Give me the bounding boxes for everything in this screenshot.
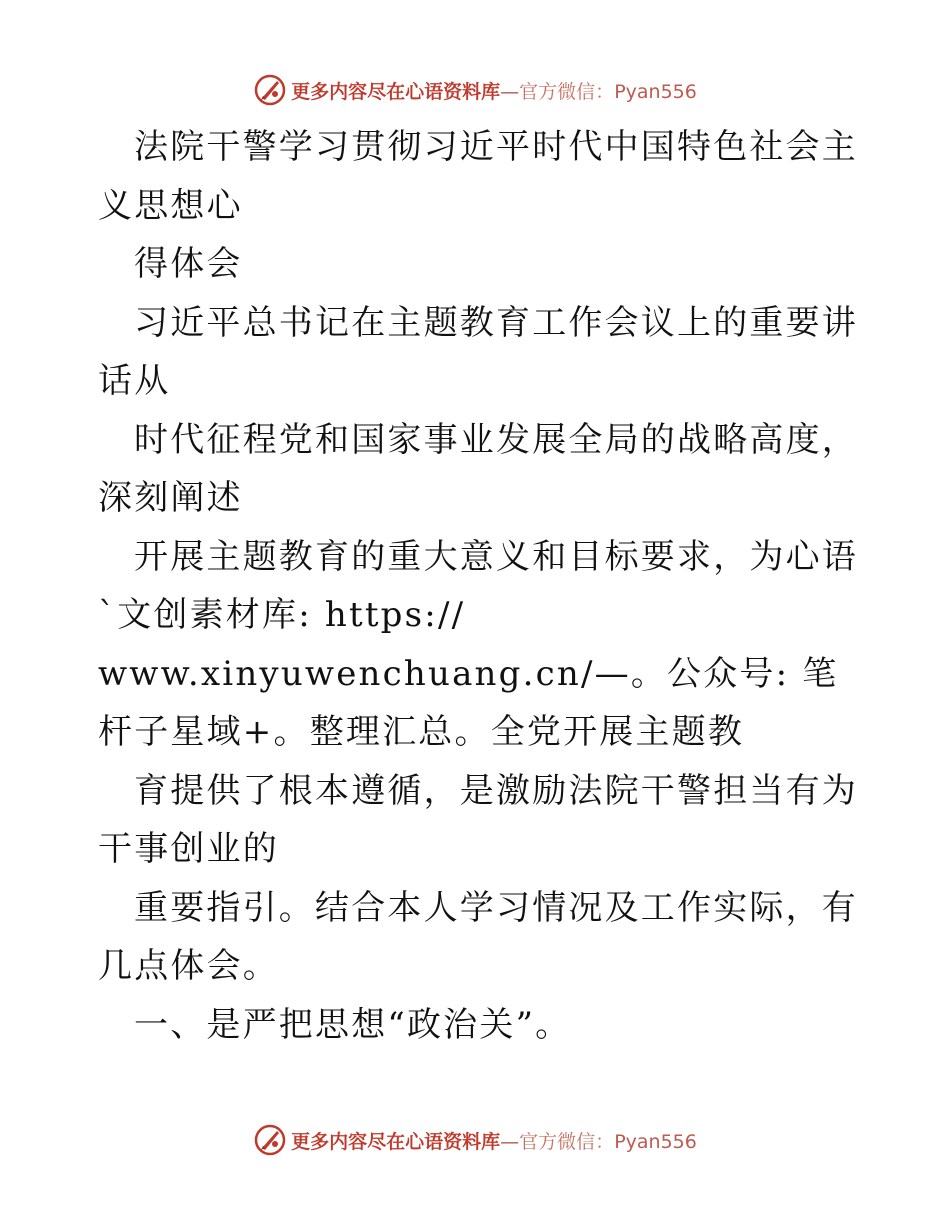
watermark-wechat-label: 官方微信： (519, 1130, 615, 1153)
paragraph-body: 开展主题教育的重大意义和目标要求，为心语`文创素材库: https:// (98, 536, 858, 635)
paragraph-body: 重要指引。结合本人学习情况及工作实际，有几点体会。 (98, 887, 858, 986)
paragraph-body-url: www.xinyuwenchuang.cn/—。公众号: 笔杆子星域+。整理汇总。全党开展主题教 (98, 653, 839, 752)
watermark-separator: — (500, 1130, 520, 1153)
paragraph-title-continuation: 得体会 (134, 244, 243, 284)
watermark-wechat-label: 官方微信： (519, 80, 615, 103)
watermark-wechat-id: Pyan556 (614, 80, 697, 103)
watermark-text (291, 1127, 697, 1154)
watermark-site-text: 更多内容尽在心语资料库 (291, 1130, 501, 1153)
bottom-watermark-banner (0, 1120, 950, 1160)
quill-pen-icon (253, 73, 287, 107)
paragraph-body: 习近平总书记在主题教育工作会议上的重要讲话从 (98, 302, 858, 401)
watermark-wechat-id: Pyan556 (614, 1130, 697, 1153)
watermark-text (291, 77, 697, 104)
top-watermark-banner (0, 70, 950, 110)
watermark-separator: — (500, 80, 520, 103)
paragraph-body: 育提供了根本遵循，是激励法院干警担当有为干事创业的 (98, 770, 858, 869)
section-heading: 一、是严把思想“政治关”。 (134, 1004, 572, 1045)
document-body (98, 118, 858, 1054)
paragraph-title-line: 法院干警学习贯彻习近平时代中国特色社会主义思想心 (98, 127, 858, 226)
watermark-site-text: 更多内容尽在心语资料库 (291, 80, 501, 103)
paragraph-body: 时代征程党和国家事业发展全局的战略高度，深刻阐述 (98, 419, 858, 518)
quill-pen-icon (253, 1123, 287, 1157)
